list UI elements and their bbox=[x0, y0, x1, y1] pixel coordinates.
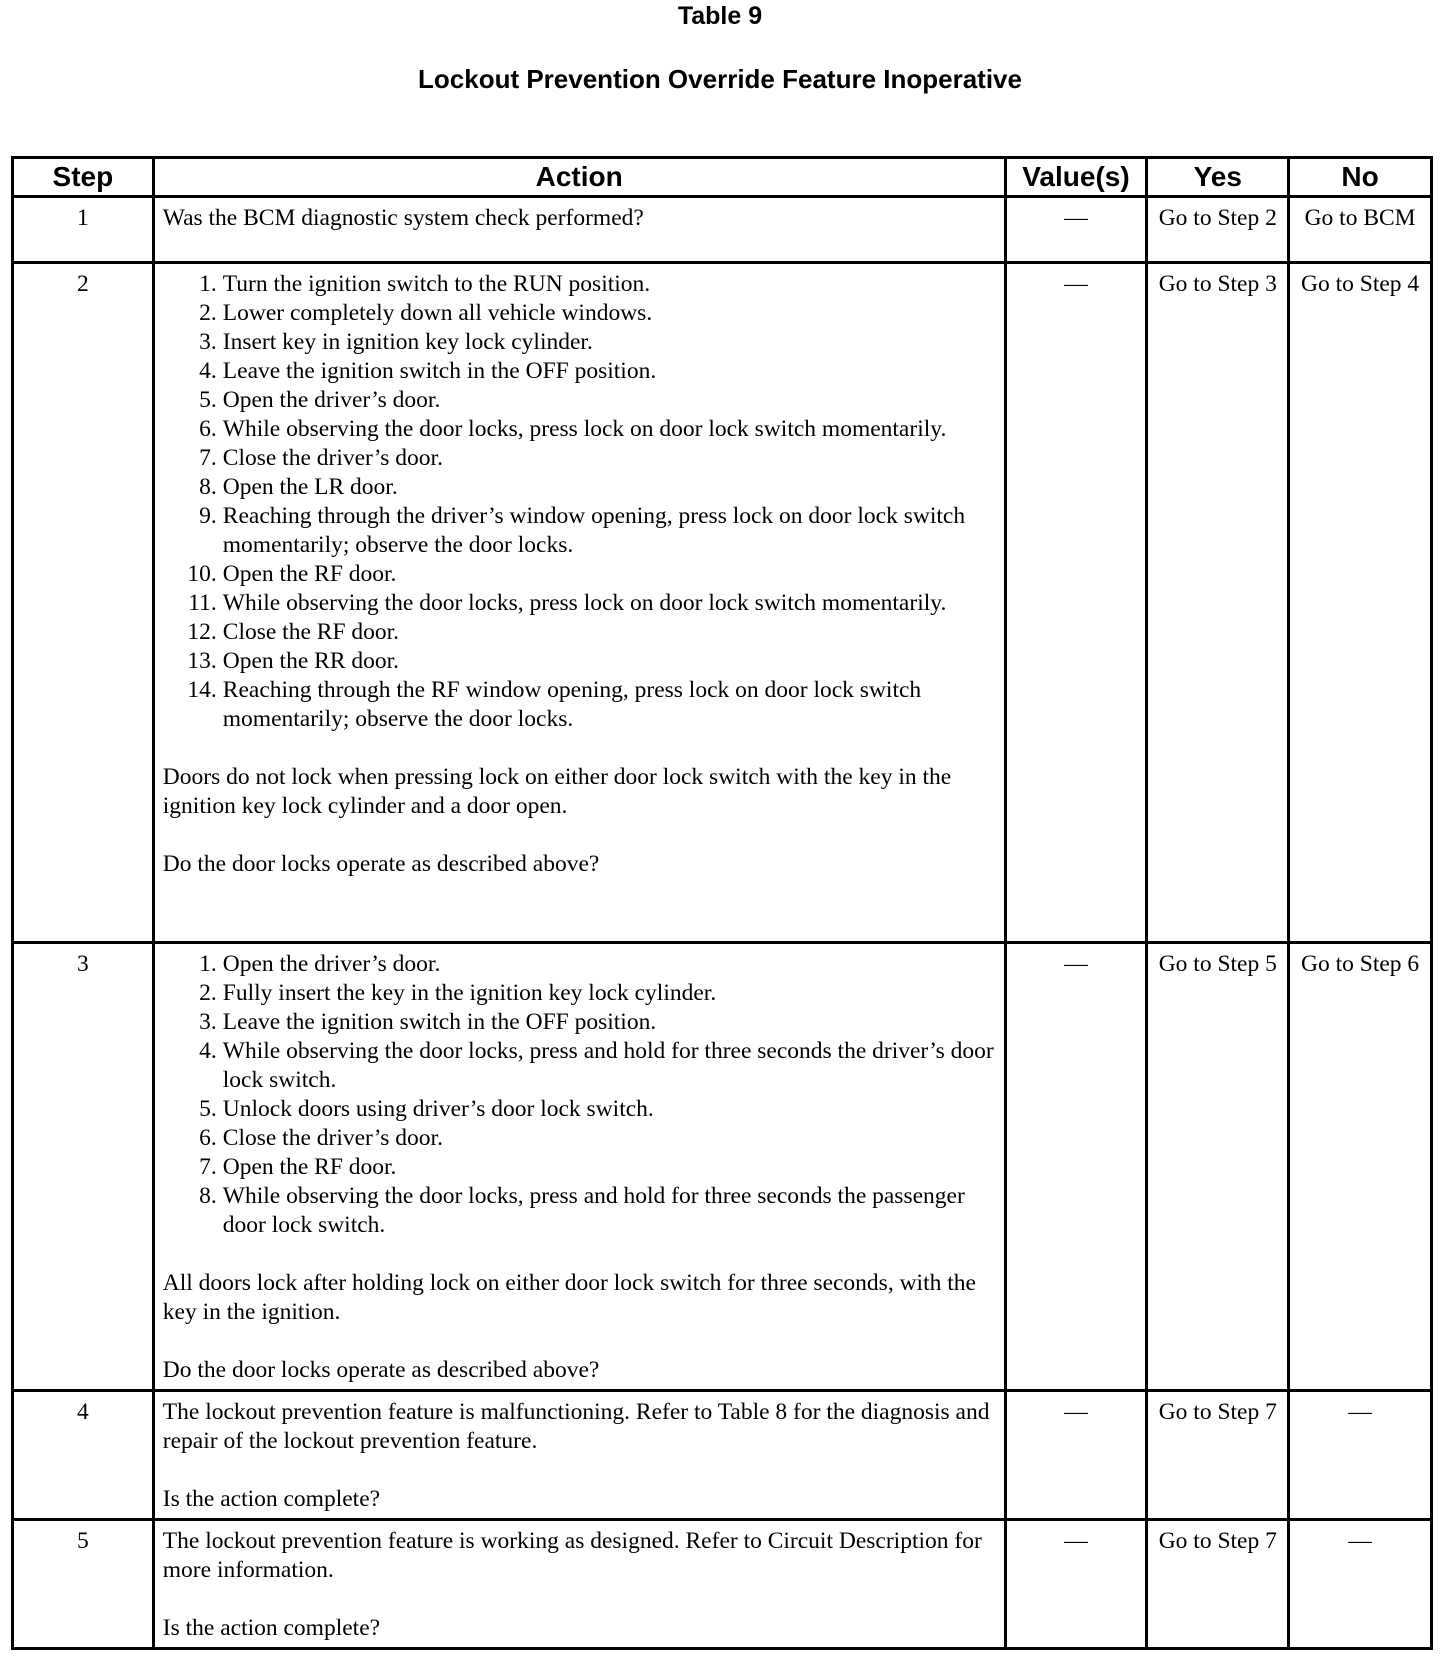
action-question: Do the door locks operate as described above? bbox=[162, 1357, 600, 1383]
action-paragraph: The lockout prevention feature is working as designed. Refer to Circuit Description for more information. bbox=[162, 1528, 982, 1583]
column-header-yes: Yes bbox=[1147, 158, 1289, 197]
substep-number: 8. bbox=[199, 474, 217, 500]
substep-text: Leave the ignition switch in the OFF position. bbox=[222, 358, 657, 384]
substep-number: 3. bbox=[199, 1009, 217, 1035]
substep bbox=[175, 473, 996, 502]
substep-text: Close the driver’s door. bbox=[222, 445, 443, 471]
table-row bbox=[13, 197, 1432, 263]
substep bbox=[175, 270, 996, 299]
step-number: 2 bbox=[13, 263, 154, 943]
substep-text: Insert key in ignition key lock cylinder. bbox=[222, 329, 593, 355]
table-row bbox=[13, 1391, 1432, 1520]
action-cell bbox=[153, 1520, 1005, 1649]
substep-number: 14. bbox=[187, 677, 217, 703]
value-cell: — bbox=[1005, 943, 1147, 1391]
action-paragraph: All doors lock after holding lock on either door lock switch for three seconds, with the key in the ignition. bbox=[162, 1270, 976, 1325]
table-row bbox=[13, 1520, 1432, 1649]
no-cell: Go to BCM bbox=[1289, 197, 1432, 263]
value-cell: — bbox=[1005, 197, 1147, 263]
substep-text: Open the LR door. bbox=[222, 474, 398, 500]
yes-cell: Go to Step 2 bbox=[1147, 197, 1289, 263]
substep-number: 7. bbox=[199, 445, 217, 471]
substep bbox=[175, 560, 996, 589]
substep-number: 1. bbox=[199, 271, 217, 297]
substep bbox=[175, 502, 996, 560]
yes-cell: Go to Step 3 bbox=[1147, 263, 1289, 943]
substep-number: 4. bbox=[199, 358, 217, 384]
value-cell: — bbox=[1005, 1391, 1147, 1520]
action-question: Was the BCM diagnostic system check performed? bbox=[162, 205, 644, 231]
substep bbox=[175, 647, 996, 676]
no-cell: — bbox=[1289, 1520, 1432, 1649]
yes-cell: Go to Step 5 bbox=[1147, 943, 1289, 1391]
substep-text: Lower completely down all vehicle windows. bbox=[222, 300, 653, 326]
substep-text: While observing the door locks, press and hold for three seconds the driver’s door lock switch. bbox=[222, 1038, 994, 1093]
action-question: Is the action complete? bbox=[162, 1486, 381, 1512]
column-header-step: Step bbox=[13, 158, 154, 197]
substep bbox=[175, 676, 996, 734]
substep-text: While observing the door locks, press lock on door lock switch momentarily. bbox=[222, 416, 947, 442]
substep bbox=[175, 357, 996, 386]
substep bbox=[175, 1124, 996, 1153]
substep-text: Close the RF door. bbox=[222, 619, 400, 645]
substep-number: 1. bbox=[199, 951, 217, 977]
table-row bbox=[13, 943, 1432, 1391]
no-cell: Go to Step 6 bbox=[1289, 943, 1432, 1391]
column-header-values: Value(s) bbox=[1005, 158, 1147, 197]
substep-text: Open the RR door. bbox=[222, 648, 400, 674]
yes-cell: Go to Step 7 bbox=[1147, 1391, 1289, 1520]
substep-number: 4. bbox=[199, 1038, 217, 1064]
column-header-no: No bbox=[1289, 158, 1432, 197]
action-cell bbox=[153, 263, 1005, 943]
substep bbox=[175, 1182, 996, 1240]
step-number: 4 bbox=[13, 1391, 154, 1520]
substep bbox=[175, 299, 996, 328]
substep-number: 10. bbox=[187, 561, 217, 587]
action-cell bbox=[153, 1391, 1005, 1520]
action-cell bbox=[153, 197, 1005, 263]
table-number: Table 9 bbox=[677, 2, 763, 30]
substep-text: Turn the ignition switch to the RUN position. bbox=[222, 271, 651, 297]
substep-text: Open the RF door. bbox=[222, 1154, 397, 1180]
substep bbox=[175, 386, 996, 415]
substep-number: 2. bbox=[199, 980, 217, 1006]
substep-text: Reaching through the RF window opening, press lock on door lock switch momentarily; observe the door locks. bbox=[222, 677, 922, 732]
substep-text: Close the driver’s door. bbox=[222, 1125, 443, 1151]
value-cell: — bbox=[1005, 263, 1147, 943]
substep-text: Reaching through the driver’s window opening, press lock on door lock switch momentarily; observe the door locks. bbox=[222, 503, 966, 558]
substep-number: 2. bbox=[199, 300, 217, 326]
substep-list bbox=[163, 950, 996, 1240]
substep-text: Fully insert the key in the ignition key lock cylinder. bbox=[222, 980, 717, 1006]
substep bbox=[175, 1153, 996, 1182]
substep-list bbox=[163, 270, 996, 734]
substep bbox=[175, 618, 996, 647]
no-cell: — bbox=[1289, 1391, 1432, 1520]
substep-text: While observing the door locks, press lock on door lock switch momentarily. bbox=[222, 590, 947, 616]
substep-text: Unlock doors using driver’s door lock switch. bbox=[222, 1096, 654, 1122]
substep-text: Open the RF door. bbox=[222, 561, 397, 587]
step-number: 5 bbox=[13, 1520, 154, 1649]
substep bbox=[175, 1008, 996, 1037]
action-paragraph: Doors do not lock when pressing lock on either door lock switch with the key in the ignition key lock cylinder and a door open. bbox=[162, 764, 952, 819]
substep bbox=[175, 444, 996, 473]
diagnostic-table bbox=[11, 156, 1433, 1650]
substep-number: 6. bbox=[199, 416, 217, 442]
substep-number: 5. bbox=[199, 387, 217, 413]
action-question: Is the action complete? bbox=[162, 1615, 381, 1641]
table-row bbox=[13, 263, 1432, 943]
substep-number: 12. bbox=[187, 619, 217, 645]
step-number: 1 bbox=[13, 197, 154, 263]
substep bbox=[175, 1095, 996, 1124]
substep-number: 5. bbox=[199, 1096, 217, 1122]
substep bbox=[175, 589, 996, 618]
substep-text: Open the driver’s door. bbox=[222, 387, 441, 413]
no-cell: Go to Step 4 bbox=[1289, 263, 1432, 943]
column-header-action: Action bbox=[153, 158, 1005, 197]
action-question: Do the door locks operate as described above? bbox=[162, 851, 600, 877]
substep-text: Leave the ignition switch in the OFF position. bbox=[222, 1009, 657, 1035]
substep bbox=[175, 415, 996, 444]
substep-text: Open the driver’s door. bbox=[222, 951, 441, 977]
substep bbox=[175, 328, 996, 357]
value-cell: — bbox=[1005, 1520, 1147, 1649]
substep-number: 11. bbox=[188, 590, 217, 616]
substep-number: 8. bbox=[199, 1183, 217, 1209]
table-header-row bbox=[13, 158, 1432, 197]
substep bbox=[175, 950, 996, 979]
action-paragraph: The lockout prevention feature is malfunctioning. Refer to Table 8 for the diagnosis and repair of the lockout prevention feature. bbox=[162, 1399, 990, 1454]
action-cell bbox=[153, 943, 1005, 1391]
yes-cell: Go to Step 7 bbox=[1147, 1520, 1289, 1649]
substep-number: 6. bbox=[199, 1125, 217, 1151]
substep bbox=[175, 1037, 996, 1095]
substep-number: 13. bbox=[187, 648, 217, 674]
substep bbox=[175, 979, 996, 1008]
page-title: Lockout Prevention Override Feature Inoperative bbox=[418, 64, 1022, 94]
substep-text: While observing the door locks, press and hold for three seconds the passenger door lock switch. bbox=[222, 1183, 965, 1238]
step-number: 3 bbox=[13, 943, 154, 1391]
substep-number: 3. bbox=[199, 329, 217, 355]
substep-number: 7. bbox=[199, 1154, 217, 1180]
substep-number: 9. bbox=[199, 503, 217, 529]
